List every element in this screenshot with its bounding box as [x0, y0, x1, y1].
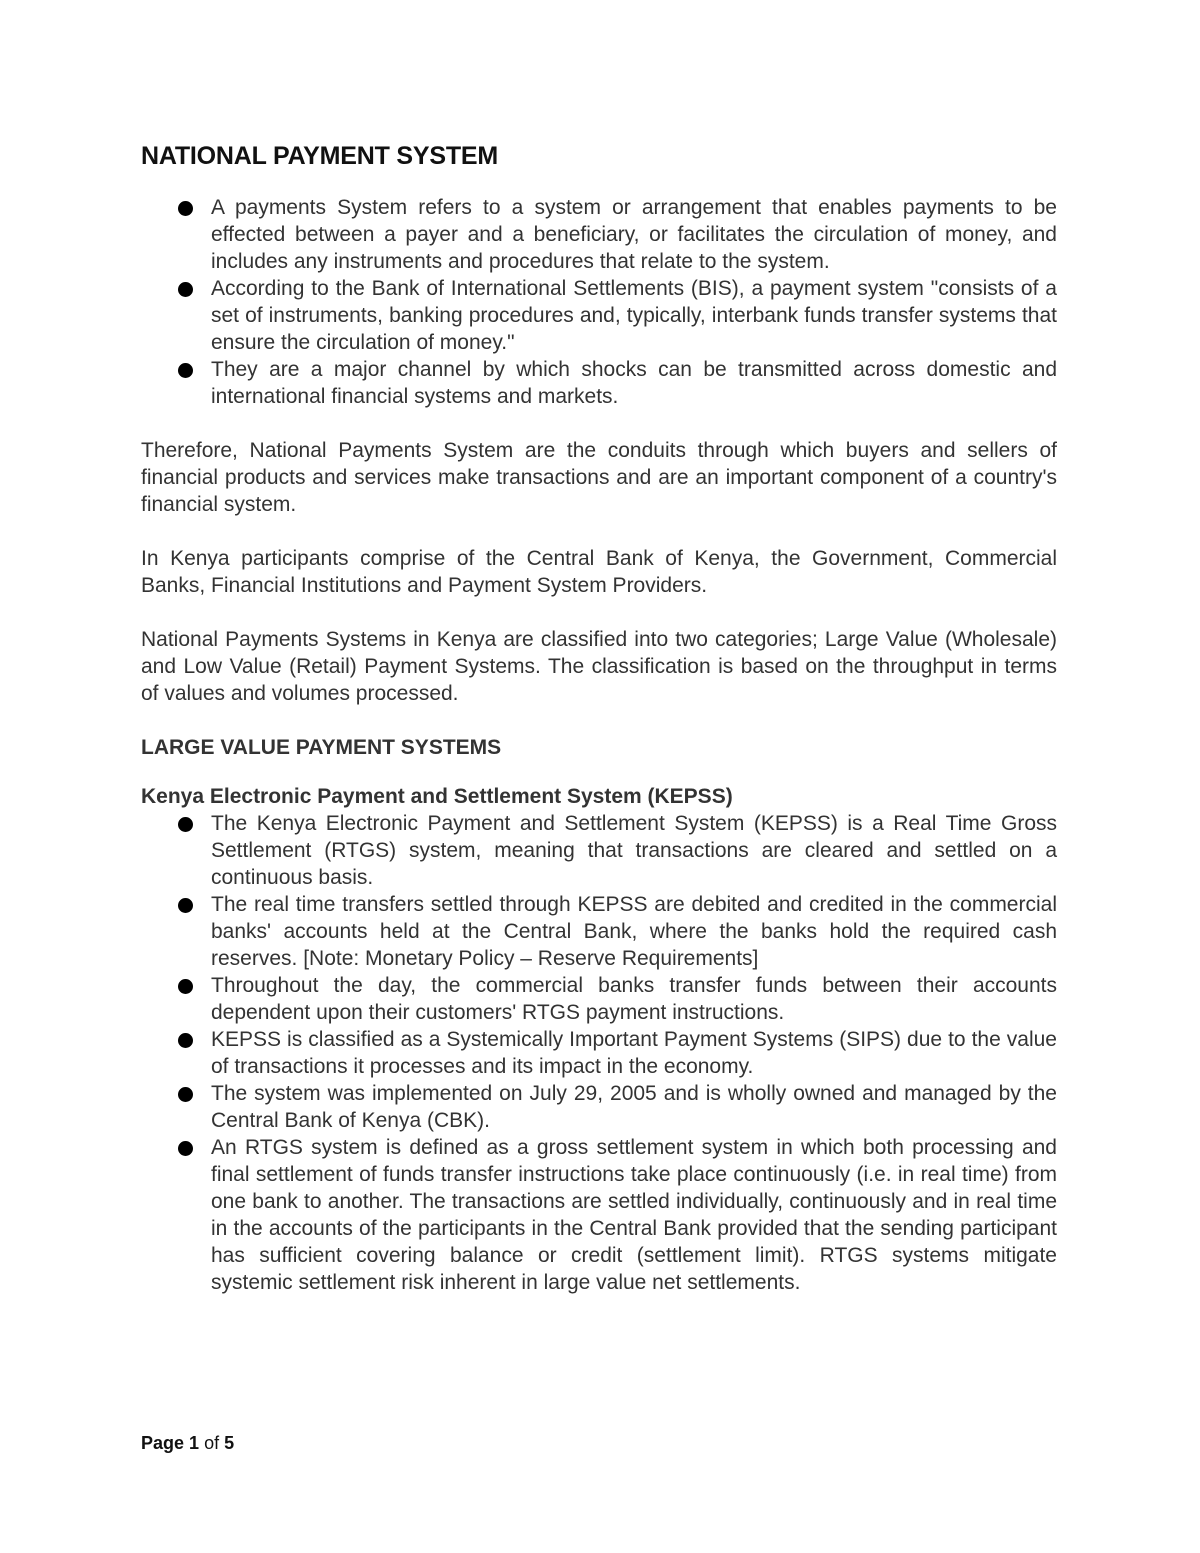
- bullet-text: The system was implemented on July 29, 2005 and is wholly owned and managed by the Central Bank of Kenya (CBK).: [211, 1082, 1057, 1132]
- page-word: Page: [141, 1433, 185, 1453]
- bullet-text: They are a major channel by which shocks can be transmitted across domestic and international financial systems and markets.: [211, 358, 1057, 408]
- list-item: [141, 972, 1057, 1026]
- list-item: [141, 275, 1057, 356]
- bullet-text: A payments System refers to a system or arrangement that enables payments to be effected between a payer and a beneficiary, or facilitates the circulation of money, and includes any instruments and procedures that relate to the system.: [211, 196, 1057, 273]
- list-item: [141, 1134, 1057, 1296]
- document-title: NATIONAL PAYMENT SYSTEM: [141, 142, 499, 170]
- bullet-text: The real time transfers settled through KEPSS are debited and credited in the commercial banks' accounts held at the Central Bank, where the banks hold the required cash reserves. [Note: Monetary Policy – Reserve Requirements]: [211, 893, 1057, 970]
- list-item: [141, 810, 1057, 891]
- list-item: [141, 356, 1057, 410]
- bullet-text: KEPSS is classified as a Systemically Important Payment Systems (SIPS) due to the value of transactions it processes and its impact in the economy.: [211, 1028, 1057, 1078]
- bullet-text: Throughout the day, the commercial banks transfer funds between their accounts dependent upon their customers' RTGS payment instructions.: [211, 974, 1057, 1024]
- kepss-bullet-list: [141, 810, 1057, 1296]
- bullet-icon: [178, 1033, 193, 1048]
- bullet-icon: [178, 363, 193, 378]
- bullet-text: According to the Bank of International Settlements (BIS), a payment system "consists of a set of instruments, banking procedures and, typically, interbank funds transfer systems that ensure the circulation of money.": [211, 277, 1057, 354]
- bullet-text: The Kenya Electronic Payment and Settlement System (KEPSS) is a Real Time Gross Settlement (RTGS) system, meaning that transactions are cleared and settled on a continuous basis.: [211, 812, 1057, 889]
- subsection-heading: Kenya Electronic Payment and Settlement System (KEPSS): [141, 785, 733, 808]
- total-pages-number: 5: [224, 1433, 235, 1453]
- page-footer: [141, 1433, 234, 1454]
- list-item: [141, 1080, 1057, 1134]
- bullet-icon: [178, 282, 193, 297]
- document-page: [141, 140, 1057, 1323]
- bullet-icon: [178, 817, 193, 832]
- paragraph-categories: National Payments Systems in Kenya are classified into two categories; Large Value (Wholesale) and Low Value (Retail) Payment Systems. The classification is based on the throughput in terms of values and volumes processed.: [141, 628, 1057, 705]
- current-page-number: 1: [189, 1433, 200, 1453]
- bullet-icon: [178, 201, 193, 216]
- list-item: [141, 194, 1057, 275]
- bullet-icon: [178, 1087, 193, 1102]
- intro-bullet-list: [141, 194, 1057, 410]
- section-heading: LARGE VALUE PAYMENT SYSTEMS: [141, 736, 502, 759]
- bullet-icon: [178, 1141, 193, 1156]
- bullet-icon: [178, 898, 193, 913]
- bullet-text: An RTGS system is defined as a gross settlement system in which both processing and final settlement of funds transfer instructions take place continuously (i.e. in real time) from one bank to another. The transactions are settled individually, continuously and in real time in the accounts of the participants in the Central Bank provided that the sending participant has sufficient covering balance or credit (settlement limit). RTGS systems mitigate systemic settlement risk inherent in large value net settlements.: [211, 1136, 1057, 1294]
- paragraph-participants: In Kenya participants comprise of the Central Bank of Kenya, the Government, Commercial Banks, Financial Institutions and Payment System Providers.: [141, 547, 1057, 597]
- list-item: [141, 1026, 1057, 1080]
- bullet-icon: [178, 979, 193, 994]
- paragraph-therefore: Therefore, National Payments System are the conduits through which buyers and sellers of financial products and services make transactions and are an important component of a country's financial system.: [141, 439, 1057, 516]
- of-word: of: [204, 1433, 220, 1453]
- list-item: [141, 891, 1057, 972]
